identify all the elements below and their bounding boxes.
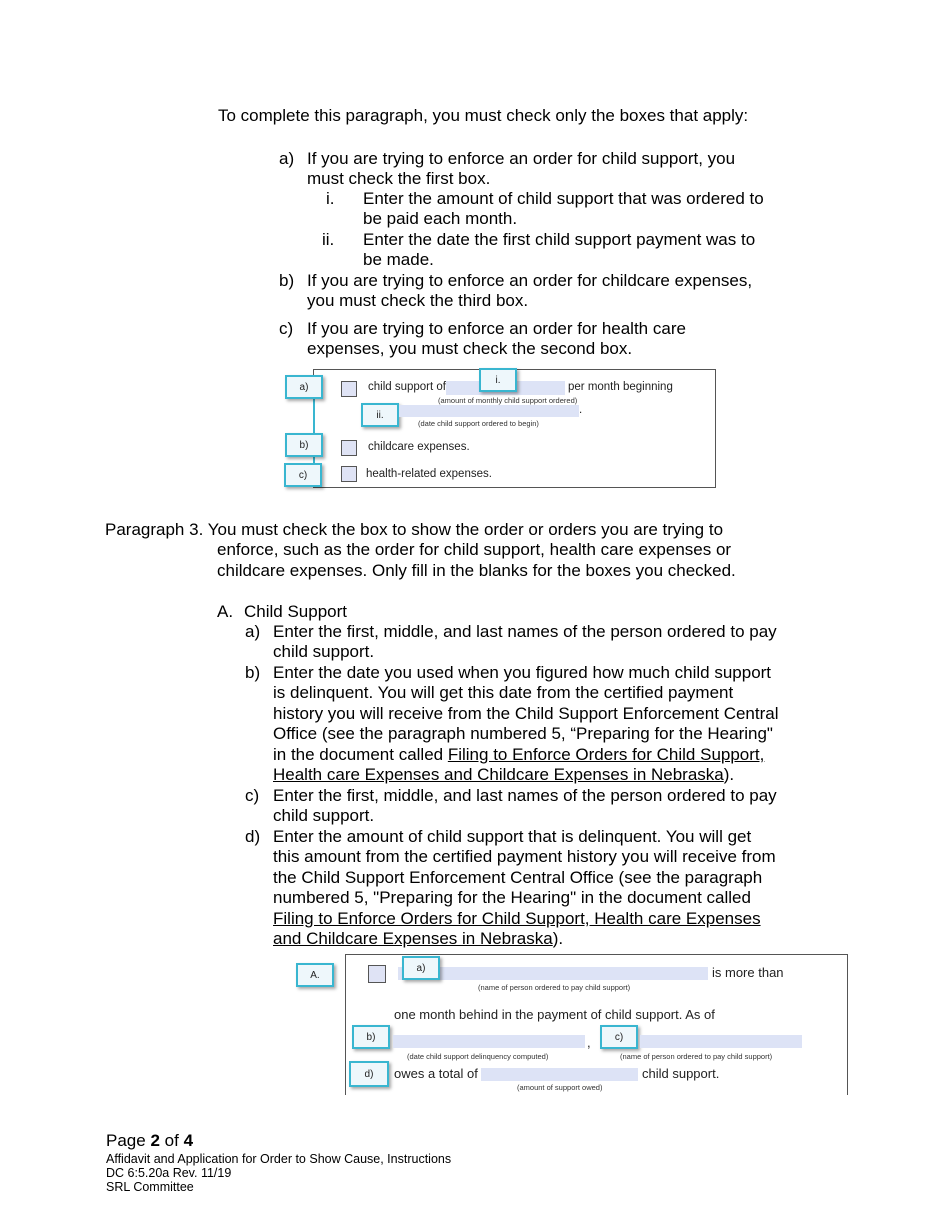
tag-c: c) [284, 463, 322, 487]
d-item-line5 [273, 909, 761, 930]
section-a-title: Child Support [244, 602, 348, 621]
item-a-line1: If you are trying to enforce an order for child support, you [307, 149, 736, 168]
amount-subcaption: (amount of monthly child support ordered) [438, 396, 578, 405]
start-date-field[interactable] [399, 405, 579, 417]
child-support-checkbox[interactable] [341, 381, 357, 397]
tag-b: b) [285, 433, 323, 457]
item-b-line2: you must check the third box. [307, 291, 529, 310]
document-title-link-2-cont: and Childcare Expenses in Nebraska [273, 929, 553, 948]
section-a-label: A. [217, 602, 234, 621]
item-b-line1: If you are trying to enforce an order for childcare expenses, [307, 271, 753, 290]
child-support-of-text: child support of [368, 381, 446, 393]
page-total: 4 [183, 1131, 194, 1150]
tag-a: a) [285, 375, 323, 399]
b-item-line5 [273, 745, 764, 766]
document-title-link: Filing to Enforce Orders for Child Support, [447, 745, 765, 764]
amount-owed-subcaption: (amount of support owed) [517, 1083, 603, 1092]
of-word: of [164, 1131, 179, 1150]
d-item-line1: Enter the amount of child support that is delinquent. You will get [273, 827, 752, 846]
b-item-line2: is delinquent. You will get this date from the certified payment [273, 683, 734, 702]
behind-text: one month behind in the payment of child support. As of [394, 1007, 715, 1022]
item-c-label: c) [279, 319, 294, 338]
b-item-line1: Enter the date you used when you figured how much child support [273, 663, 772, 682]
item-i-label: i. [326, 189, 335, 208]
name-subcaption-2: (name of person ordered to pay child support) [620, 1052, 773, 1061]
c-item-label: c) [245, 786, 260, 805]
item-i-line1: Enter the amount of child support that was ordered to [363, 189, 764, 208]
paragraph-3-line2: enforce, such as the order for child support, health care expenses or [217, 540, 732, 559]
b-item-line6-end: ). [723, 765, 735, 784]
a-item-line2: child support. [273, 642, 375, 661]
a-item-label: a) [245, 622, 261, 641]
paragraph-3-line1: Paragraph 3. You must check the box to show the order or orders you are trying to [105, 520, 724, 539]
child-support-section-checkbox[interactable] [368, 965, 386, 983]
item-i-line2: be paid each month. [363, 209, 518, 228]
obligor-name-field[interactable] [398, 967, 708, 980]
d-item-line6 [273, 929, 563, 950]
tag-b2: b) [352, 1025, 390, 1049]
item-ii-label: ii. [322, 230, 335, 249]
form-2-crop [0, 1095, 950, 1125]
date-delinquency-subcaption: (date child support delinquency computed) [407, 1052, 549, 1061]
tag-ii: ii. [361, 403, 399, 427]
b-item-line4: Office (see the paragraph numbered 5, “Preparing for the Hearing" [273, 724, 773, 743]
tag-i: i. [479, 368, 517, 392]
b-item-line5-text: in the document called [273, 745, 448, 764]
is-more-than-text: is more than [712, 965, 784, 980]
b-item-line6 [273, 765, 734, 786]
c-item-line1: Enter the first, middle, and last names of the person ordered to pay [273, 786, 777, 805]
c-item-line2: child support. [273, 806, 375, 825]
page-current: 2 [150, 1131, 160, 1150]
item-a-line2: must check the first box. [307, 169, 491, 188]
footer-committee: SRL Committee [106, 1180, 194, 1194]
tag-d2: d) [349, 1061, 389, 1087]
page-number [106, 1131, 193, 1151]
d-item-line2: this amount from the certified payment history you will receive from [273, 847, 776, 866]
childcare-checkbox[interactable] [341, 440, 357, 456]
health-checkbox[interactable] [341, 466, 357, 482]
b-item-line3: history you will receive from the Child Support Enforcement Central [273, 704, 779, 723]
page-word: Page [106, 1131, 146, 1150]
d-item-line3: the Child Support Enforcement Central Office (see the paragraph [273, 868, 763, 887]
date-subcaption: (date child support ordered to begin) [418, 419, 539, 428]
comma-text: , [587, 1035, 591, 1050]
paragraph-3-line3: childcare expenses. Only fill in the blanks for the boxes you checked. [217, 561, 736, 580]
owes-total-text: owes a total of [394, 1066, 478, 1081]
name-subcaption: (name of person ordered to pay child support) [478, 983, 631, 992]
item-c-line1: If you are trying to enforce an order for health care [307, 319, 686, 338]
per-month-text: per month beginning [568, 381, 673, 393]
d-item-line4: numbered 5, "Preparing for the Hearing" in the document called [273, 888, 751, 907]
delinquency-date-field[interactable] [393, 1035, 585, 1048]
tag-c2: c) [600, 1025, 638, 1049]
health-text: health-related expenses. [366, 468, 492, 480]
obligor-name-field-2[interactable] [640, 1035, 802, 1048]
item-a-label: a) [279, 149, 295, 168]
child-support-end-text: child support. [642, 1066, 720, 1081]
amount-owed-field[interactable] [481, 1068, 638, 1081]
a-item-line1: Enter the first, middle, and last names of the person ordered to pay [273, 622, 777, 641]
b-item-label: b) [245, 663, 261, 682]
document-title-link-cont: Health care Expenses and Childcare Expenses in Nebraska [273, 765, 724, 784]
item-ii-line1: Enter the date the first child support payment was to [363, 230, 756, 249]
tag-A: A. [296, 963, 334, 987]
footer-doc-title: Affidavit and Application for Order to Show Cause, Instructions [106, 1152, 452, 1166]
item-b-label: b) [279, 271, 295, 290]
intro-text: To complete this paragraph, you must check only the boxes that apply: [218, 106, 749, 125]
footer-form-number: DC 6:5.20a Rev. 11/19 [106, 1166, 232, 1180]
d-item-line6-end: ). [552, 929, 564, 948]
date-period: . [579, 404, 583, 416]
item-c-line2: expenses, you must check the second box. [307, 339, 633, 358]
childcare-text: childcare expenses. [368, 441, 470, 453]
item-ii-line2: be made. [363, 250, 434, 269]
tag-a2: a) [402, 956, 440, 980]
document-title-link-2: Filing to Enforce Orders for Child Support, Health care Expenses [273, 909, 761, 928]
d-item-label: d) [245, 827, 261, 846]
